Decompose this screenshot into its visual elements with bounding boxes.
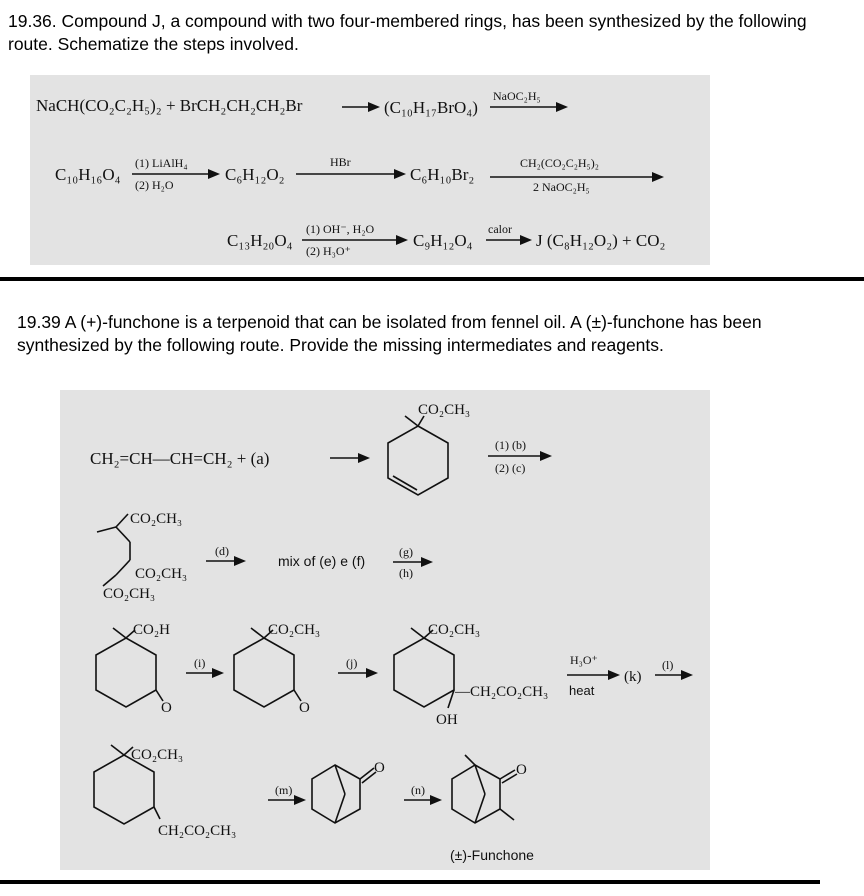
row3-product: J (C₈H₁₂O₂) + CO₂ xyxy=(536,231,666,250)
oxygen-2: O xyxy=(299,700,310,716)
oxygen-1: O xyxy=(161,700,172,716)
problem-19-36-text: 19.36. Compound J, a compound with two four-membered rings, has been synthesized by the following route. Schematize the steps involved. xyxy=(8,11,807,54)
ester-label-4: CO₂CH₃ xyxy=(103,586,156,602)
row1-reactants: NaCH(CO₂C₂H₅)₂ + BrCH₂CH₂CH₂Br xyxy=(36,96,303,115)
step-l: (l) xyxy=(662,658,674,672)
ester-label-3: CO₂CH₃ xyxy=(135,566,188,582)
scheme-19-36 xyxy=(0,70,864,270)
mixture-label: mix of (e) e (f) xyxy=(278,553,366,569)
diene-formula: CH₂=CH—CH=CH₂ + (a) xyxy=(90,449,270,468)
hydroxyl-label: OH xyxy=(436,712,458,728)
row3-start: C₁₃H₂₀O₄ xyxy=(227,231,293,250)
ester-label-6: CO₂CH₃ xyxy=(428,622,481,638)
side-chain-label: —CH₂CO₂CH₃ xyxy=(455,684,549,700)
row2-reagent-2: HBr xyxy=(330,155,351,169)
ester-label-1: CO₂CH₃ xyxy=(418,402,471,418)
oxygen-4: O xyxy=(516,762,527,778)
ester-label-7: CO₂CH₃ xyxy=(131,747,184,763)
row3-intermediate: C₉H₁₂O₄ xyxy=(413,231,473,250)
step-i: (i) xyxy=(194,656,206,670)
scheme-19-39 xyxy=(0,390,864,875)
oxygen-3: O xyxy=(374,760,385,776)
row3-reagent-1a: (1) OH⁻, H₂O xyxy=(306,222,375,236)
intermediate-k: (k) xyxy=(624,669,642,685)
heat-label: heat xyxy=(569,683,595,698)
row3-reagent-1b: (2) H₃O⁺ xyxy=(306,244,351,258)
row2-start: C₁₀H₁₆O₄ xyxy=(55,165,121,184)
acid-label: CO₂H xyxy=(133,622,170,638)
row1-reagent: NaOC₂H₅ xyxy=(493,89,541,103)
row1-product: (C₁₀H₁₇BrO₄) xyxy=(384,98,478,117)
row2-intermediate-2: C₆H₁₀Br₂ xyxy=(410,165,475,184)
step-h: (h) xyxy=(399,566,413,580)
ester-label-5: CO₂CH₃ xyxy=(268,622,321,638)
step-c: (2) (c) xyxy=(495,461,526,475)
step-g: (g) xyxy=(399,545,413,559)
row2-intermediate-1: C₆H₁₂O₂ xyxy=(225,165,285,184)
row2-reagent-3a: CH₂(CO₂C₂H₅)₂ xyxy=(520,156,599,170)
section-divider-2 xyxy=(0,880,820,884)
funchone-label: (±)-Funchone xyxy=(450,847,534,863)
row2-reagent-3b: 2 NaOC₂H₅ xyxy=(533,180,590,194)
row2-reagent-1b: (2) H₂O xyxy=(135,178,174,192)
step-j: (j) xyxy=(346,656,358,670)
step-n: (n) xyxy=(411,783,425,797)
row3-reagent-2: calor xyxy=(488,222,512,236)
step-m: (m) xyxy=(275,783,293,797)
step-b: (1) (b) xyxy=(495,438,526,452)
side-chain-label-2: CH₂CO₂CH₃ xyxy=(158,823,237,839)
step-d: (d) xyxy=(215,544,229,558)
acid-reagent: H₃O⁺ xyxy=(570,653,598,667)
row2-reagent-1a: (1) LiAlH₄ xyxy=(135,156,188,170)
section-divider-1 xyxy=(0,277,864,281)
problem-19-39-text: 19.39 A (+)-funchone is a terpenoid that can be isolated from fennel oil. A (±)-funchone has been synthesized by the following route. Provide the missing intermediates and reagents. xyxy=(17,312,762,355)
ester-label-2: CO₂CH₃ xyxy=(130,511,183,527)
